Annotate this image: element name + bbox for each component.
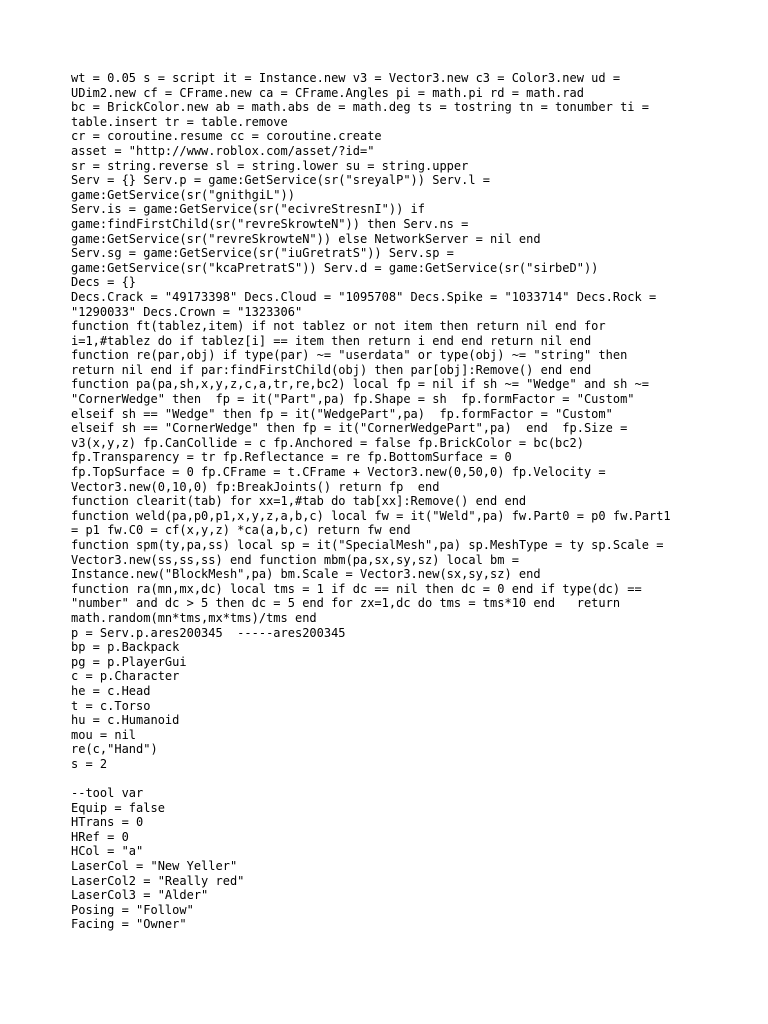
code-line: function weld(pa,p0,p1,x,y,z,a,b,c) local fw = it("Weld",pa) fw.Part0 = p0 fw.Part1	[71, 508, 671, 523]
code-line: function pa(pa,sh,x,y,z,c,a,tr,re,bc2) local fp = nil if sh ~= "Wedge" and sh ~=	[71, 377, 649, 392]
code-line: Equip = false	[71, 800, 165, 815]
code-line: elseif sh == "CornerWedge" then fp = it("CornerWedgePart",pa) end fp.Size =	[71, 421, 628, 436]
code-line: HTrans = 0	[71, 815, 144, 830]
code-line: sr = string.reverse sl = string.lower su = string.upper	[71, 158, 469, 173]
code-line: function spm(ty,pa,ss) local sp = it("SpecialMesh",pa) sp.MeshType = ty sp.Scale =	[71, 538, 664, 552]
code-line: function ft(tablez,item) if not tablez or not item then return nil end for	[71, 319, 606, 334]
code-line: function clearit(tab) for xx=1,#tab do tab[xx]:Remove() end end	[71, 494, 527, 509]
code-line: Vector3.new(ss,ss,ss) end function mbm(pa,sx,sy,sz) local bm =	[71, 552, 519, 567]
code-line: game:findFirstChild(sr("revreSkrowteN")) then Serv.ns =	[71, 216, 469, 231]
code-line: LaserCol3 = "Alder"	[71, 888, 209, 903]
code-line: bc = BrickColor.new ab = math.abs de = math.deg ts = tostring tn = tonumber ti =	[71, 100, 649, 115]
code-line: math.random(mn*tms,mx*tms)/tms end	[71, 610, 317, 625]
code-line: s = 2	[71, 756, 108, 771]
code-line: t = c.Torso	[71, 698, 151, 713]
code-line: he = c.Head	[71, 683, 151, 698]
code-line: "number" and dc > 5 then dc = 5 end for zx=1,dc do tms = tms*10 end return	[71, 596, 621, 611]
code-line: Facing = "Owner"	[71, 917, 187, 932]
code-line: return nil end if par:findFirstChild(obj) then par[obj]:Remove() end end	[71, 362, 592, 377]
code-line: Posing = "Follow"	[71, 902, 194, 917]
document-page	[71, 71, 731, 932]
code-line: i=1,#tablez do if tablez[i] == item then return i end end return nil end	[71, 333, 592, 348]
code-line: elseif sh == "Wedge" then fp = it("WedgePart",pa) fp.formFactor = "Custom"	[71, 406, 613, 421]
code-line: Instance.new("BlockMesh",pa) bm.Scale = Vector3.new(sx,sy,sz) end	[71, 567, 541, 582]
code-line: table.insert tr = table.remove	[71, 114, 288, 129]
code-line: wt = 0.05 s = script it = Instance.new v3 = Vector3.new c3 = Color3.new ud =	[71, 71, 621, 85]
code-line: = p1 fw.C0 = cf(x,y,z) *ca(a,b,c) return fw end	[71, 523, 411, 538]
code-line: function ra(mn,mx,dc) local tms = 1 if dc == nil then dc = 0 end if type(dc) ==	[71, 581, 642, 596]
code-line: fp.TopSurface = 0 fp.CFrame = t.CFrame + Vector3.new(0,50,0) fp.Velocity =	[71, 465, 606, 480]
code-line: asset = "http://www.roblox.com/asset/?id="	[71, 143, 375, 158]
code-line: Decs = {}	[71, 275, 137, 290]
code-line: UDim2.new cf = CFrame.new ca = CFrame.Angles pi = math.pi rd = math.rad	[71, 85, 584, 100]
code-line: p = Serv.p.ares200345 -----ares200345	[71, 625, 346, 640]
code-line: Serv.is = game:GetService(sr("ecivreStresnI")) if	[71, 202, 426, 217]
code-line: LaserCol = "New Yeller"	[71, 859, 238, 874]
code-line: fp.Transparency = tr fp.Reflectance = re fp.BottomSurface = 0	[71, 450, 512, 465]
code-line: game:GetService(sr("revreSkrowteN")) else NetworkServer = nil end	[71, 231, 541, 246]
code-line: cr = coroutine.resume cc = coroutine.create	[71, 129, 382, 144]
code-line: function re(par,obj) if type(par) ~= "userdata" or type(obj) ~= "string" then	[71, 348, 628, 363]
code-line: Decs.Crack = "49173398" Decs.Cloud = "1095708" Decs.Spike = "1033714" Decs.Rock =	[71, 289, 657, 304]
code-line: c = p.Character	[71, 669, 180, 684]
code-line: "CornerWedge" then fp = it("Part",pa) fp.Shape = sh fp.formFactor = "Custom"	[71, 392, 635, 407]
code-line: --tool var	[71, 786, 144, 801]
code-line: "1290033" Decs.Crown = "1323306"	[71, 304, 303, 319]
code-line: LaserCol2 = "Really red"	[71, 873, 245, 888]
blank-line	[71, 772, 731, 787]
code-line: HRef = 0	[71, 829, 129, 844]
code-line: mou = nil	[71, 727, 137, 742]
code-line: re(c,"Hand")	[71, 742, 158, 757]
code-line: hu = c.Humanoid	[71, 713, 180, 728]
code-line: bp = p.Backpack	[71, 640, 180, 655]
code-line: Serv.sg = game:GetService(sr("iuGretratS")) Serv.sp =	[71, 246, 454, 261]
code-line: game:GetService(sr("kcaPretratS")) Serv.d = game:GetService(sr("sirbeD"))	[71, 260, 599, 275]
code-line: Vector3.new(0,10,0) fp:BreakJoints() return fp end	[71, 479, 440, 494]
code-line: HCol = "a"	[71, 844, 144, 859]
code-block	[71, 71, 731, 932]
code-line: Serv = {} Serv.p = game:GetService(sr("sreyalP")) Serv.l =	[71, 173, 491, 188]
code-line: pg = p.PlayerGui	[71, 654, 187, 669]
code-line: v3(x,y,z) fp.CanCollide = c fp.Anchored = false fp.BrickColor = bc(bc2)	[71, 435, 584, 450]
code-line: game:GetService(sr("gnithgiL"))	[71, 187, 295, 202]
